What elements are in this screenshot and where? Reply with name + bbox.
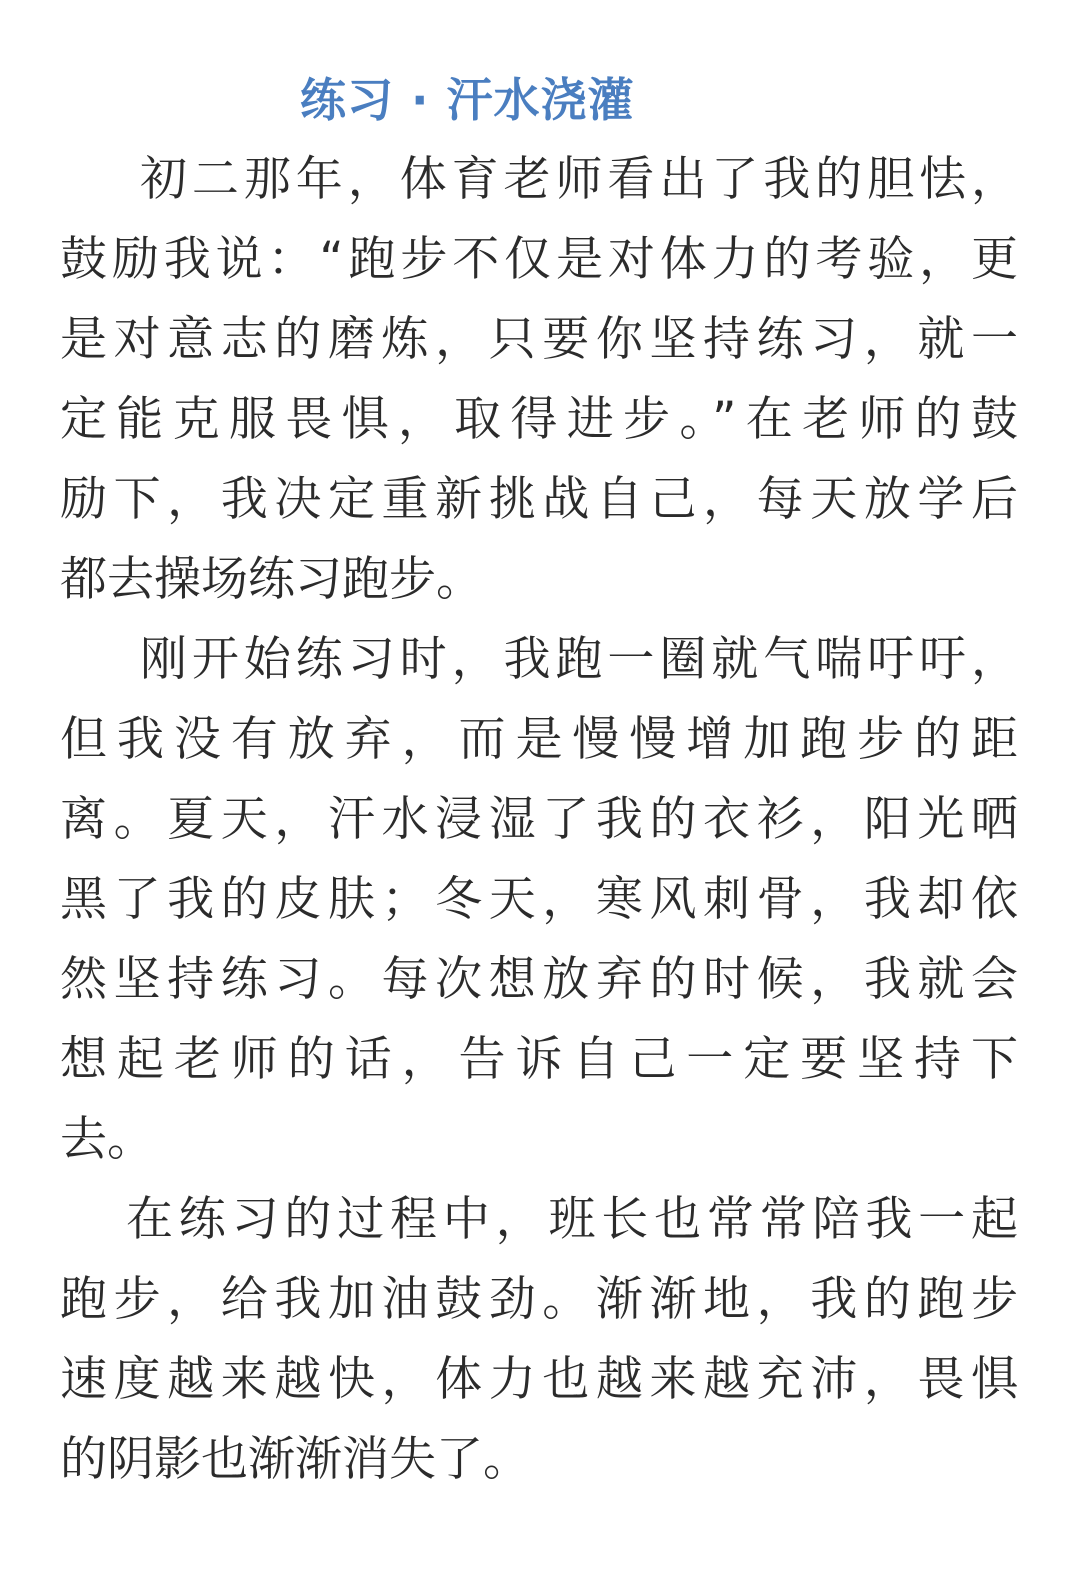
text-line: 黑了我的皮肤；冬天，寒风刺骨，我却依 — [60, 872, 1018, 927]
text-line: 在练习的过程中，班长也常常陪我一起 — [126, 1192, 1018, 1247]
text-line: 初二那年，体育老师看出了我的胆怯， — [140, 152, 1018, 207]
text-line: 想起老师的话，告诉自己一定要坚持下 — [60, 1032, 1018, 1087]
paragraph-3 — [60, 1180, 1018, 1500]
text-line: 鼓励我说：“跑步不仅是对体力的考验，更 — [60, 232, 1018, 287]
text-line: 都去操场练习跑步。 — [60, 552, 483, 607]
text-line: 是对意志的磨炼，只要你坚持练习，就一 — [60, 312, 1018, 367]
text-line: 但我没有放弃，而是慢慢增加跑步的距 — [60, 712, 1018, 767]
text-line: 励下，我决定重新挑战自己，每天放学后 — [60, 472, 1018, 527]
text-line: 速度越来越快，体力也越来越充沛，畏惧 — [60, 1352, 1018, 1407]
text-line: 去。 — [60, 1112, 154, 1167]
text-line: 刚开始练习时，我跑一圈就气喘吁吁， — [140, 632, 1018, 687]
section-title: 练习 · 汗水浇灌 — [300, 73, 635, 127]
text-line: 定能克服畏惧，取得进步。”在老师的鼓 — [60, 392, 1018, 447]
text-line: 的阴影也渐渐消失了。 — [60, 1432, 530, 1487]
paragraph-1 — [60, 140, 1018, 620]
text-line: 离。夏天，汗水浸湿了我的衣衫，阳光晒 — [60, 792, 1018, 847]
text-line: 跑步，给我加油鼓劲。渐渐地，我的跑步 — [60, 1272, 1018, 1327]
text-line: 然坚持练习。每次想放弃的时候，我就会 — [60, 952, 1018, 1007]
paragraph-2 — [60, 620, 1018, 1180]
